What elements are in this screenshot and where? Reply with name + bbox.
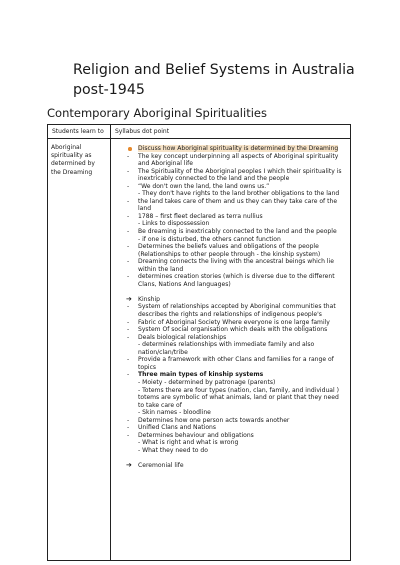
left-cell-line: the Dreaming [51,168,93,176]
note-line [126,356,348,364]
note-text: - determines relationships with immediate family and also [138,341,315,349]
note-text: Unified Clans and Nations [138,424,217,432]
note-text: - What is right and what is wrong [138,439,239,447]
title-line: Religion and Belief Systems in Australia [73,62,355,78]
note-text: The key concept underpinning all aspects of Aboriginal spirituality [138,152,339,160]
dash-marker: - [127,243,130,251]
note-line [126,432,348,440]
spacer [126,288,348,296]
dash-marker: - [127,273,130,281]
spacer [126,454,348,462]
note-line [126,371,348,379]
note-line [126,236,348,244]
note-text: Kinship [138,295,160,303]
note-line [126,402,348,410]
note-text: Determines the beliefs values and obligations of the people [138,243,319,251]
dash-marker: - [127,303,130,311]
dash-marker: - [127,197,130,205]
note-text: determines creation stories (which is diverse due to the different [138,273,335,281]
note-line [126,281,348,289]
note-line [126,190,348,198]
note-line [126,462,348,470]
syllabus-table [47,124,351,561]
note-text: Determines behaviour and obligations [138,431,254,439]
column-divider [110,125,111,560]
dash-marker: - [127,333,130,341]
dash-marker: - [127,228,130,236]
note-line [126,417,348,425]
note-line [126,160,348,168]
note-line [126,228,348,236]
note-text: land [138,205,152,213]
left-cell-line: determined by [51,160,95,168]
note-text: Deals biological relationships [138,333,227,341]
note-text: Dreaming connects the living with the ancestral beings which lie [138,258,334,266]
note-line [126,153,348,161]
note-text: “We don't own the land, the land owns us.” [138,182,270,190]
note-text: - if one is disturbed, the others cannot function [138,235,281,243]
bullet-dot-icon [128,147,132,151]
note-text: - They don't have rights to the land brother obligations to the land [138,190,340,198]
section-heading: Contemporary Aboriginal Spiritualities [47,106,267,120]
note-text: - What they need to do [138,446,208,454]
dash-marker: - [127,258,130,266]
note-text: nation/clan/tribe [138,348,188,356]
note-line [126,439,348,447]
note-line [126,258,348,266]
arrow-right-icon: ➔ [126,460,132,469]
dash-marker: - [127,167,130,175]
note-text: Three main types of kinship systems [138,371,264,379]
header-students-learn-to: Students learn to [52,128,104,135]
note-line [126,205,348,213]
note-line [126,319,348,327]
page-title [73,60,373,100]
note-line [126,379,348,387]
note-text: and Aboriginal life [138,160,194,168]
dash-marker: - [127,416,130,424]
note-line [126,198,348,206]
note-line [126,447,348,455]
note-text: Fabric of Aboriginal Society Where everyone is one large family [138,318,330,326]
note-text: describes the rights and relationships of indigenous people's [138,311,322,319]
note-line [126,424,348,432]
header-syllabus-dot-point: Syllabus dot point [115,128,170,135]
note-text: - Skin names - bloodline [138,409,211,417]
note-text: Provide a framework with other Clans and families for a range of [138,356,334,364]
note-text: The Spirituality of the Aboriginal peoples I which their spirituality is [138,167,342,175]
note-text: Be dreaming is inextricably connected to the land and the people [138,228,337,236]
note-line [126,266,348,274]
note-text: - Links to dispossession [138,220,210,228]
table-header-row [48,125,350,139]
note-line [126,341,348,349]
note-text: - Totems there are four types (nation, clan, family, and individual ) [138,386,339,394]
note-line [126,349,348,357]
note-line [126,175,348,183]
note-line [126,311,348,319]
dash-marker: - [127,212,130,220]
note-text: System of relationships accepted by Aboriginal communities that [138,303,336,311]
note-text: topics [138,363,157,371]
note-line [126,409,348,417]
dash-marker: - [127,152,130,160]
note-text: within the land [138,265,184,273]
note-text: System Of social organisation which deals with the obligations [138,326,328,334]
dash-marker: - [127,182,130,190]
note-line [126,251,348,259]
note-line [126,326,348,334]
arrow-right-icon: ➔ [126,294,132,303]
note-line [126,394,348,402]
dash-marker: - [127,318,130,326]
note-line [126,296,348,304]
note-line [126,168,348,176]
dash-marker: - [127,356,130,364]
note-line [126,273,348,281]
note-line [126,243,348,251]
note-text: Ceremonial life [138,461,184,469]
note-text: Discuss how Aboriginal spirituality is determined by the Dreaming [138,145,339,152]
note-line [126,303,348,311]
title-line: post-1945 [73,82,145,98]
dash-marker: - [127,326,130,334]
note-line [126,183,348,191]
note-text: Determines how one person acts towards another [138,416,290,424]
left-cell-line: Aboriginal [51,144,82,151]
syllabus-notes-list [126,145,348,470]
dash-marker: - [127,424,130,432]
students-learn-cell [51,144,107,177]
note-text: totems are symbolic of what animals, land or plant that they need [138,394,339,402]
dash-marker: - [127,431,130,439]
note-line [126,220,348,228]
left-cell-line: spirituality as [51,152,92,160]
note-text: (Relationships to other people through - the kinship system) [138,250,321,258]
dash-marker: - [127,371,130,379]
note-text: 1788 – first fleet declared as terra nullius [138,212,263,220]
note-text: Clans, Nations And languages) [138,280,231,288]
note-line [126,334,348,342]
note-line [126,213,348,221]
note-line [126,145,348,153]
note-text: the land takes care of them and us they can they take care of the [138,197,338,205]
note-line [126,387,348,395]
note-text: to take care of [138,401,182,409]
note-text: inextricably connected to the land and the people [138,175,290,183]
note-line [126,364,348,372]
note-text: - Moiety - determined by patronage (parents) [138,378,276,386]
